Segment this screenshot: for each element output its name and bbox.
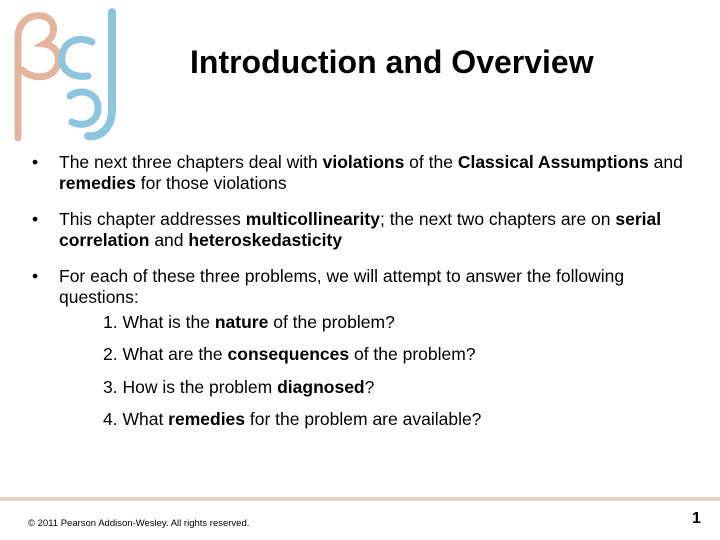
copyright-notice: © 2011 Pearson Addison-Wesley. All rights reserved. <box>28 518 250 529</box>
bullet-item <box>32 209 702 251</box>
bullet-icon: • <box>32 209 39 229</box>
logo <box>0 0 140 145</box>
bullet-item <box>32 266 702 308</box>
question-item: 4. What remedies for the problem are available? <box>103 409 482 429</box>
page-number: 1 <box>692 510 701 527</box>
question-item: 1. What is the nature of the problem? <box>103 312 395 332</box>
bullet-text: The next three chapters deal with violations of the Classical Assumptions and remedies for those violations <box>59 152 683 193</box>
question-item: 2. What are the consequences of the problem? <box>103 344 476 364</box>
footer-divider <box>0 497 720 501</box>
bullet-item <box>32 152 702 194</box>
bullet-text: This chapter addresses multicollinearity; the next two chapters are on serial correlation and heteroskedasticity <box>59 209 662 250</box>
question-item: 3. How is the problem diagnosed? <box>103 377 375 397</box>
bullet-list <box>32 152 702 323</box>
bullet-icon: • <box>32 152 39 172</box>
bullet-icon: • <box>32 266 39 286</box>
slide-title: Introduction and Overview <box>190 44 594 80</box>
bullet-text: For each of these three problems, we will attempt to answer the following questions: <box>59 266 625 307</box>
